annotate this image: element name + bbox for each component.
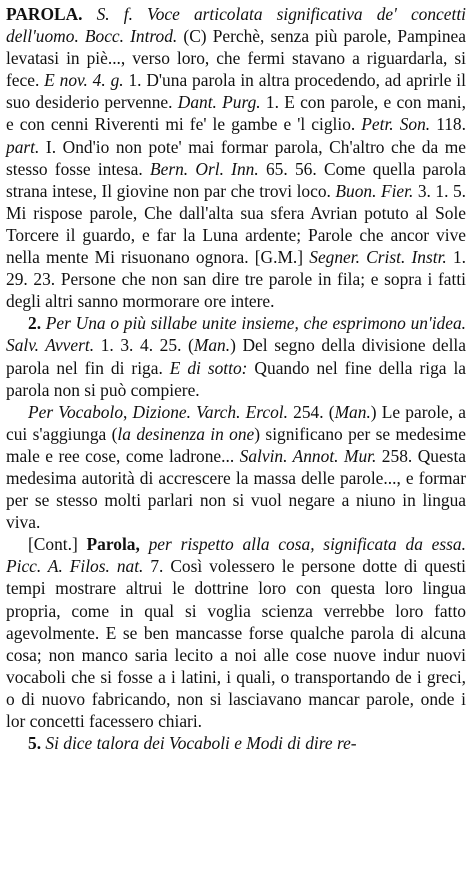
text-segment: Buon. Fier. bbox=[335, 180, 414, 201]
text-segment: 5. bbox=[28, 733, 46, 754]
text-segment: part. bbox=[6, 136, 40, 157]
text-segment: Per Una o più sillabe unite insieme, che esprimono un'idea. Salv. Avvert. bbox=[6, 313, 467, 356]
entry-parola-main bbox=[6, 3, 466, 312]
text-segment: per rispetto alla cosa, significata da essa. Picc. A. Filos. nat. bbox=[6, 534, 466, 577]
text-segment: Bern. Orl. Inn. bbox=[150, 158, 259, 179]
text-segment: 118. bbox=[430, 114, 466, 135]
text-segment: Man. bbox=[193, 335, 231, 356]
entry-sense-vocabolo bbox=[6, 401, 466, 534]
text-segment: 65. 56. Come quella parola strana intese, Il giovine non par che trovi loco. bbox=[6, 158, 466, 201]
text-segment: 1. 3. 4. 25. ( bbox=[94, 335, 194, 356]
text-segment: S. f. Voce articolata significativa de' concetti dell'uomo. Bocc. Introd. bbox=[6, 4, 466, 47]
text-segment: 258. Questa medesima autorità di accrescere la massa delle parole..., e formar per se stesso molti parlari non si vuol negare a niuno in lingua viva. bbox=[6, 445, 466, 533]
text-segment: E di sotto: bbox=[169, 357, 248, 378]
entry-sense-cont bbox=[6, 533, 466, 732]
text-segment: Per Vocabolo bbox=[28, 401, 124, 422]
text-segment: Parola, bbox=[86, 534, 140, 555]
text-segment: 254. ( bbox=[287, 401, 335, 422]
text-segment: 7. Così volessero le persone dotte di questi tempi mostrare altrui le dottrine loro con questa loro lingua propria, come in qual si voglia scienza verrebbe loro fatto agevolmente. E se ben mancasse forse qualche parola di alcuna cosa; non manco saria lecito a noi alle cose nuove indur nuovi vocaboli che si fosse a i latini, i quali, o transportando de i greci, o di nuovo fabricando, non si lasciavano mancar parole, onde i lor concetti facessero chiari. bbox=[6, 556, 467, 731]
text-segment: 2. bbox=[28, 313, 46, 334]
entry-sense-2 bbox=[6, 312, 466, 400]
text-segment: (C) Perchè, senza più parole, Pampinea levatasi in piè..., verso loro, che fermi stavano a riguardarla, si fece. bbox=[6, 26, 466, 91]
text-segment: Si dice talora dei Vocaboli e Modi di dire re- bbox=[45, 733, 357, 754]
text-segment: Quando nel fine della riga la parola non si può compiere. bbox=[6, 357, 466, 400]
text-segment: Man. bbox=[334, 401, 371, 422]
text-segment: ) significano per se medesime male e ree cose, come ladrone... bbox=[6, 423, 467, 466]
text-segment: Petr. Son. bbox=[361, 114, 431, 135]
text-segment: 3. 1. 5. Mi rispose parole, Che dall'alta sua sfera Avrian potuto al Sole Torcere il guardo, e far la Luna ardente; Parole che ancor vive nella mente Mi risuonano ognora. [G.M.] bbox=[6, 180, 466, 268]
text-segment: la desinenza in one bbox=[117, 423, 255, 444]
text-segment: 1. 29. 23. Persone che non san dire tre parole in fila; e sopra i fatti degli altri sanno mormorare ore intere. bbox=[6, 247, 466, 312]
text-segment: [Cont.] bbox=[28, 534, 87, 555]
text-segment: , bbox=[123, 401, 133, 422]
text-segment: PAROLA. bbox=[6, 4, 83, 24]
text-segment: I. Ond'io non pote' mai formar parola, Ch'altro che da me stesso fosse intesa. bbox=[6, 136, 466, 179]
text-segment: Dizione. Varch. Ercol. bbox=[132, 401, 288, 422]
text-segment: ) Le parole, a cui s'aggiunga ( bbox=[6, 401, 466, 444]
text-segment bbox=[140, 534, 149, 554]
text-segment: 1. D'una parola in altra procedendo, ad aprirle il suo desiderio pervenne. bbox=[6, 70, 466, 113]
text-segment: Segner. Crist. Instr. bbox=[309, 247, 447, 268]
text-segment: Dant. Purg. bbox=[177, 92, 261, 113]
text-segment: ) Del segno della divisione della parola nel fin di riga. bbox=[6, 335, 466, 378]
entry-sense-5 bbox=[6, 732, 466, 754]
text-segment bbox=[82, 4, 96, 24]
text-segment: Salvin. Annot. Mur. bbox=[239, 445, 377, 466]
text-segment: E nov. 4. g. bbox=[44, 70, 124, 91]
text-segment: 1. E con parole, e con mani, e con cenni Riverenti mi fe' le gambe e 'l ciglio. bbox=[6, 92, 466, 135]
